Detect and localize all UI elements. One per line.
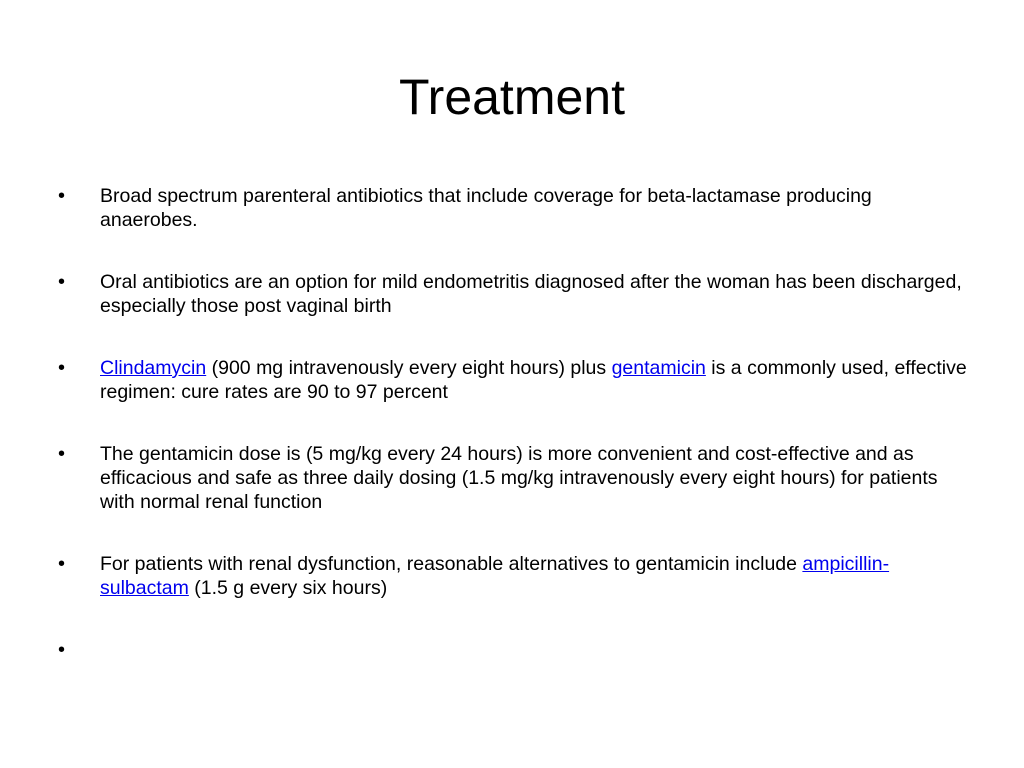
- bullet-text: The gentamicin dose is (5 mg/kg every 24 hours) is more convenient and cost-effective and as efficacious and safe as three daily dosing (1.5 mg/kg intravenously every eight hours) for patients with normal renal function: [100, 443, 938, 513]
- bullet-text-segment: (900 mg intravenously every eight hours) plus: [206, 357, 612, 379]
- bullet-text: [100, 552, 970, 600]
- bullet-text: Broad spectrum parenteral antibiotics that include coverage for beta-lactamase producing anaerobes.: [100, 185, 872, 231]
- bullet-dot: •: [58, 553, 66, 575]
- bullet-text-segment: is a commonly used, effective regimen: cure rates are 90 to 97 percent: [100, 357, 967, 403]
- gentamicin-link[interactable]: gentamicin: [611, 357, 706, 379]
- bullet-text: [100, 356, 970, 404]
- ampicillin-sulbactam-link[interactable]: ampicillin-sulbactam: [100, 553, 890, 599]
- bullet-dot: •: [58, 639, 66, 661]
- clindamycin-link[interactable]: Clindamycin: [100, 357, 207, 379]
- slide-title: Treatment: [398, 69, 625, 125]
- bullet-text-segment: (1.5 g every six hours): [188, 577, 388, 599]
- bullet-text: Oral antibiotics are an option for mild endometritis diagnosed after the woman has been discharged, especially those post vaginal birth: [100, 271, 962, 317]
- bullet-dot: •: [58, 185, 66, 207]
- bullet-dot: •: [58, 443, 66, 465]
- bullet-dot: •: [58, 271, 66, 293]
- bullet-text-segment: For patients with renal dysfunction, reasonable alternatives to gentamicin include: [100, 553, 803, 575]
- bullet-dot: •: [58, 357, 66, 379]
